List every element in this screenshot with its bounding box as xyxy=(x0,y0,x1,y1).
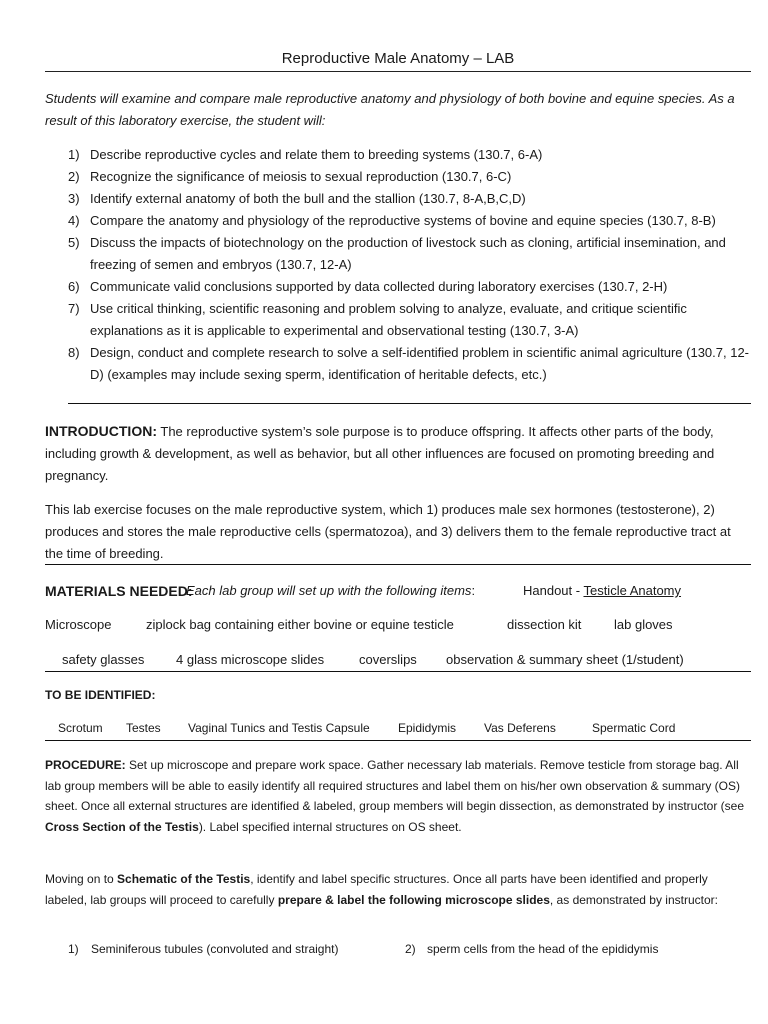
material-item: ziplock bag containing either bovine or equine testicle xyxy=(146,617,454,632)
material-item: safety glasses xyxy=(62,652,145,667)
page-title: Reproductive Male Anatomy – LAB xyxy=(281,50,515,67)
material-item: coverslips xyxy=(359,652,417,667)
slide-item: Seminiferous tubules (convoluted and straight) xyxy=(91,942,339,956)
slide-number: 2) xyxy=(405,942,416,956)
title-divider xyxy=(45,71,751,72)
procedure-heading: PROCEDURE: xyxy=(45,758,126,772)
structure-item: Spermatic Cord xyxy=(592,721,676,735)
structure-item: Testes xyxy=(126,721,161,735)
structure-item: Vaginal Tunics and Testis Capsule xyxy=(188,721,370,735)
structure-item: Epididymis xyxy=(398,721,457,735)
schematic-reference: Schematic of the Testis xyxy=(117,872,251,886)
slide-item: sperm cells from the head of the epididymis xyxy=(427,942,659,956)
slide-number: 1) xyxy=(68,942,79,956)
to-be-identified-heading: TO BE IDENTIFIED: xyxy=(45,688,156,702)
introduction-paragraph xyxy=(45,420,750,487)
structure-item: Vas Deferens xyxy=(484,721,556,735)
objective-item: 8) Design, conduct and complete research to solve a self-identified problem in scientific animal agriculture (130.7, 12-D) (examples may include sexing sperm, identification of heritable defects, etc.) xyxy=(68,345,750,382)
introduction-heading: INTRODUCTION: xyxy=(45,423,157,439)
objective-item: 6) Communicate valid conclusions supported by data collected during laboratory exercises (130.7, 2-H) xyxy=(68,279,668,294)
procedure-paragraph-2: Moving on to Schematic of the Testis, identify and label specific structures. Once all parts have been identified and properly labeled, lab groups will proceed to carefully prepare & label the following microscope slides, as demonstrated by instructor: xyxy=(45,872,718,907)
objectives-list xyxy=(45,144,750,386)
material-item: lab gloves xyxy=(614,617,673,632)
introduction-divider xyxy=(45,564,751,565)
identified-divider xyxy=(45,740,751,741)
objectives-intro: Students will examine and compare male reproductive anatomy and physiology of both bovine and equine species. As a result of this laboratory exercise, the student will: xyxy=(45,91,735,128)
materials-heading: MATERIALS NEEDED: xyxy=(45,583,193,599)
material-item: 4 glass microscope slides xyxy=(176,652,325,667)
to-be-identified-row xyxy=(0,721,768,739)
introduction-paragraph-2: This lab exercise focuses on the male reproductive system, which 1) produces male sex hormones (testosterone), 2) produces and stores the male reproductive cells (spermatozoa), and 3) delivers them to the female reproductive tract at the time of breeding. xyxy=(45,502,731,561)
objectives-divider xyxy=(68,403,751,404)
testicle-anatomy-link[interactable]: Testicle Anatomy xyxy=(583,583,682,598)
objective-item: 7) Use critical thinking, scientific reasoning and problem solving to analyze, evaluate, and critique scientific explanations as it is applicable to experimental and observational testing (130.7, 3-A) xyxy=(68,301,687,338)
objective-item: 1) Describe reproductive cycles and relate them to breeding systems (130.7, 6-A) xyxy=(68,147,543,162)
objective-item: 4) Compare the anatomy and physiology of the reproductive systems of bovine and equine species (130.7, 8-B) xyxy=(68,213,716,228)
slides-instruction: prepare & label the following microscope slides xyxy=(277,892,550,907)
procedure-paragraph: PROCEDURE: Set up microscope and prepare work space. Gather necessary lab materials. Remove testicle from storage bag. All lab group members will be able to easily identify all required structures and label them on his/her own observation & summary (OS) sheet. Once all external structures are identified & labeled, group members will begin dissection, as demonstrated by instructor (see Cross Section of the Testis). Label specified internal structures on OS sheet. xyxy=(45,758,745,834)
materials-divider xyxy=(45,671,751,672)
cross-section-reference: Cross Section of the Testis xyxy=(45,819,199,834)
objective-item: 2) Recognize the significance of meiosis to sexual reproduction (130.7, 6-C) xyxy=(68,169,512,184)
handout-item: Handout - Testicle Anatomy xyxy=(523,583,682,598)
introduction-text: The reproductive system’s sole purpose is to produce offspring. It affects other parts of the body, including growth & development, as well as behavior, but all other influences are focused on promoting breeding and pregnancy. xyxy=(45,424,715,483)
material-item: observation & summary sheet (1/student) xyxy=(446,652,684,667)
objective-item: 3) Identify external anatomy of both the bull and the stallion (130.7, 8-A,B,C,D) xyxy=(68,191,526,206)
material-item: Microscope xyxy=(45,617,112,632)
objective-item: 5) Discuss the impacts of biotechnology on the production of livestock such as cloning, artificial insemination, and freezing of semen and embryos (130.7, 12-A) xyxy=(68,235,726,272)
material-item: dissection kit xyxy=(507,617,582,632)
materials-subtitle: Each lab group will set up with the following items: xyxy=(186,583,476,598)
structure-item: Scrotum xyxy=(58,721,103,735)
